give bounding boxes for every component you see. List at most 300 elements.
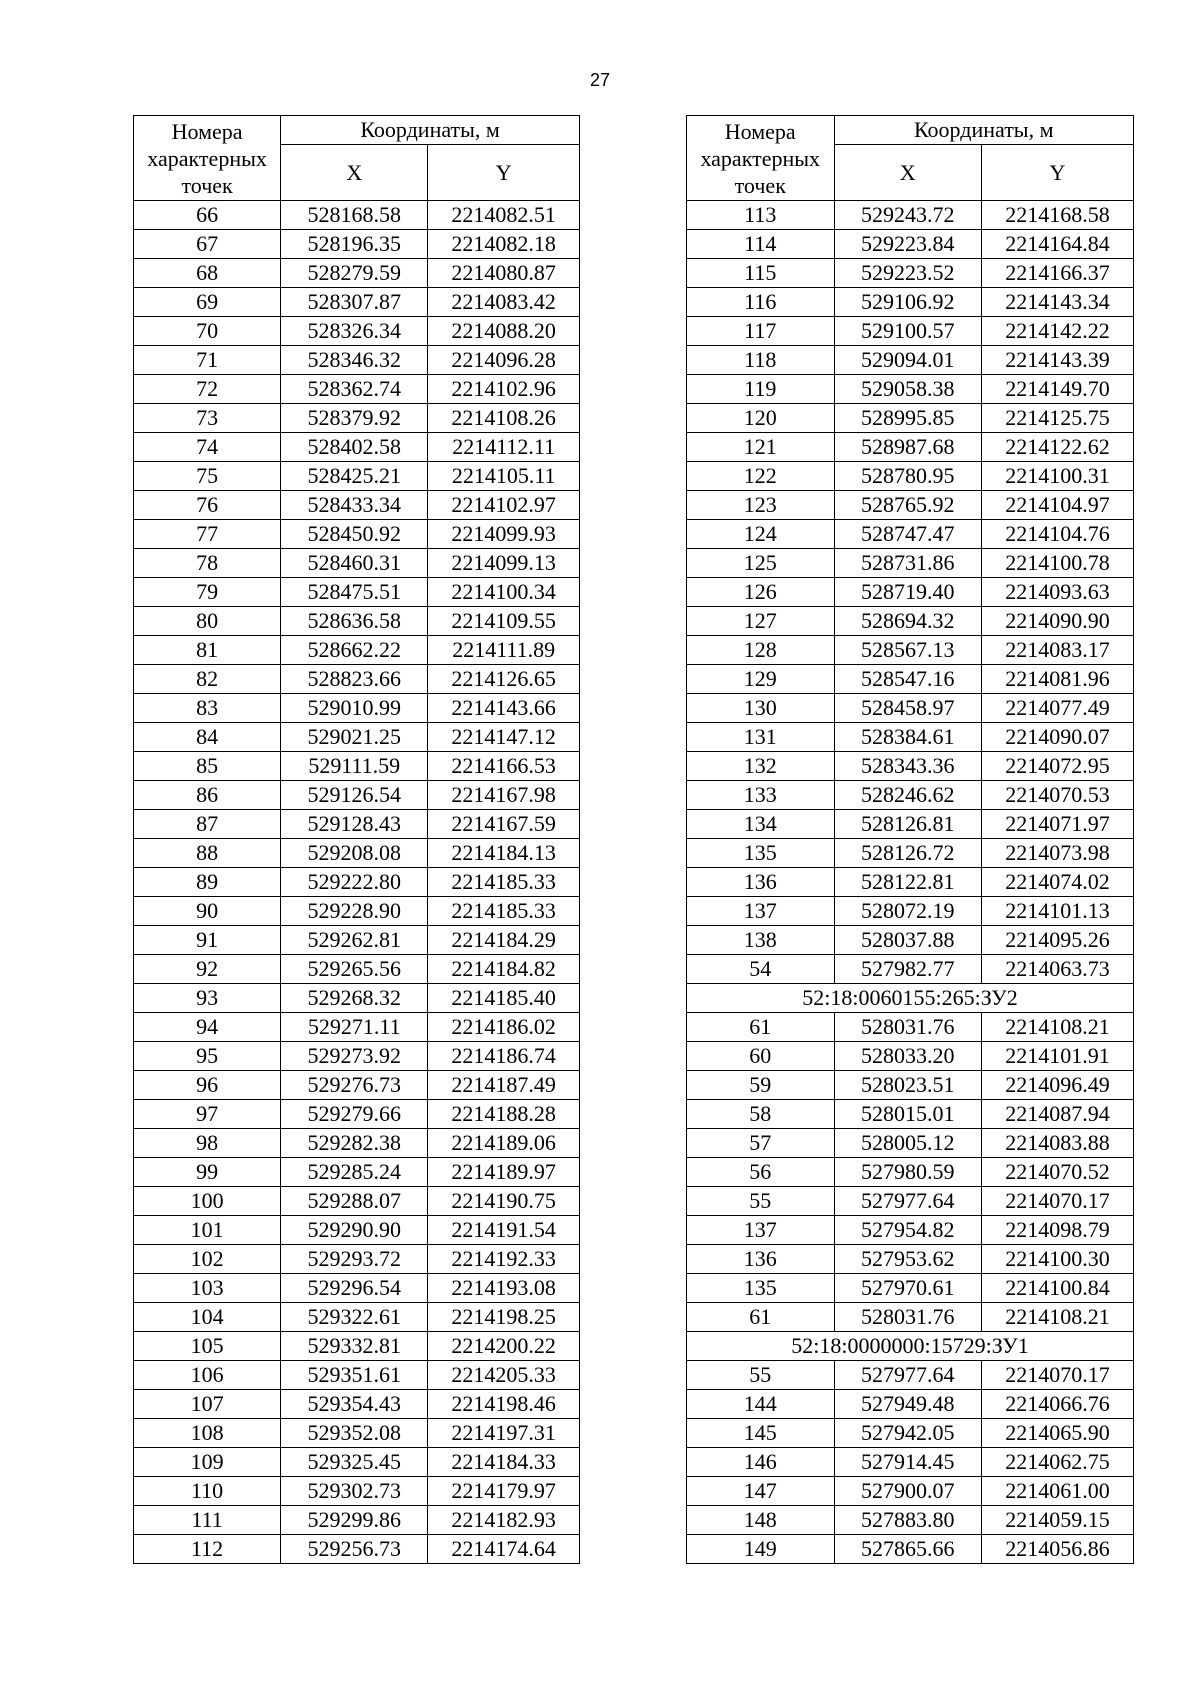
point-number-cell: 127 (687, 607, 835, 636)
y-coordinate-cell: 2214096.28 (428, 346, 580, 375)
table-row (134, 1071, 580, 1100)
table-row (687, 607, 1134, 636)
x-coordinate-cell: 529128.43 (281, 810, 428, 839)
table-row (687, 1535, 1134, 1564)
point-number-cell: 72 (134, 375, 281, 404)
table-row (687, 1100, 1134, 1129)
y-coordinate-cell: 2214185.40 (428, 984, 580, 1013)
point-number-cell: 119 (687, 375, 835, 404)
point-number-cell: 75 (134, 462, 281, 491)
y-coordinate-cell: 2214070.52 (982, 1158, 1134, 1187)
x-coordinate-cell: 528450.92 (281, 520, 428, 549)
point-number-cell: 120 (687, 404, 835, 433)
table-row (134, 404, 580, 433)
x-coordinate-cell: 529100.57 (834, 317, 982, 346)
table-row (134, 1419, 580, 1448)
x-coordinate-cell: 527977.64 (834, 1187, 982, 1216)
table-row (687, 404, 1134, 433)
y-coordinate-cell: 2214072.95 (982, 752, 1134, 781)
table-row (134, 1100, 580, 1129)
table-row (134, 1042, 580, 1071)
table-row (134, 607, 580, 636)
table-row (687, 955, 1134, 984)
point-number-cell: 58 (687, 1100, 835, 1129)
x-coordinate-cell: 529021.25 (281, 723, 428, 752)
point-number-cell: 149 (687, 1535, 835, 1564)
x-coordinate-cell: 529228.90 (281, 897, 428, 926)
table-row (134, 926, 580, 955)
x-coordinate-cell: 528402.58 (281, 433, 428, 462)
table-row (134, 1361, 580, 1390)
x-coordinate-cell: 529223.84 (834, 230, 982, 259)
coordinates-table-left (133, 115, 580, 1564)
point-number-cell: 145 (687, 1419, 835, 1448)
table-row (134, 1535, 580, 1564)
table-row (687, 1361, 1134, 1390)
y-coordinate-cell: 2214125.75 (982, 404, 1134, 433)
x-coordinate-cell: 528987.68 (834, 433, 982, 462)
y-coordinate-cell: 2214073.98 (982, 839, 1134, 868)
point-number-cell: 124 (687, 520, 835, 549)
point-number-cell: 99 (134, 1158, 281, 1187)
point-number-cell: 118 (687, 346, 835, 375)
x-coordinate-cell: 529299.86 (281, 1506, 428, 1535)
y-coordinate-cell: 2214168.58 (982, 201, 1134, 230)
point-number-cell: 55 (687, 1187, 835, 1216)
x-coordinate-cell: 528433.34 (281, 491, 428, 520)
y-coordinate-cell: 2214093.63 (982, 578, 1134, 607)
x-coordinate-cell: 528126.72 (834, 839, 982, 868)
x-coordinate-cell: 527942.05 (834, 1419, 982, 1448)
x-coordinate-cell: 528747.47 (834, 520, 982, 549)
x-coordinate-cell: 529222.80 (281, 868, 428, 897)
table-row (134, 288, 580, 317)
x-coordinate-cell: 529208.08 (281, 839, 428, 868)
point-number-cell: 56 (687, 1158, 835, 1187)
coordinates-header: Координаты, м (834, 116, 1134, 145)
table-row (134, 1506, 580, 1535)
x-coordinate-cell: 528694.32 (834, 607, 982, 636)
y-coordinate-cell: 2214191.54 (428, 1216, 580, 1245)
point-number-cell: 92 (134, 955, 281, 984)
point-number-cell: 112 (134, 1535, 281, 1564)
x-coordinate-cell: 529276.73 (281, 1071, 428, 1100)
table-row (134, 317, 580, 346)
table-row (687, 230, 1134, 259)
x-coordinate-cell: 528031.76 (834, 1303, 982, 1332)
y-coordinate-cell: 2214193.08 (428, 1274, 580, 1303)
table-row (134, 1274, 580, 1303)
x-coordinate-cell: 527954.82 (834, 1216, 982, 1245)
table-row (134, 462, 580, 491)
point-number-cell: 135 (687, 839, 835, 868)
y-coordinate-cell: 2214100.34 (428, 578, 580, 607)
x-coordinate-cell: 529296.54 (281, 1274, 428, 1303)
x-coordinate-cell: 528023.51 (834, 1071, 982, 1100)
point-number-cell: 117 (687, 317, 835, 346)
x-coordinate-cell: 528279.59 (281, 259, 428, 288)
table-row (134, 868, 580, 897)
y-coordinate-cell: 2214090.90 (982, 607, 1134, 636)
x-coordinate-cell: 528126.81 (834, 810, 982, 839)
y-coordinate-cell: 2214143.39 (982, 346, 1134, 375)
point-number-cell: 101 (134, 1216, 281, 1245)
table-row (687, 781, 1134, 810)
x-coordinate-cell: 528168.58 (281, 201, 428, 230)
point-number-cell: 57 (687, 1129, 835, 1158)
table-row (687, 578, 1134, 607)
point-number-cell: 109 (134, 1448, 281, 1477)
x-header: X (834, 145, 982, 201)
y-coordinate-cell: 2214192.33 (428, 1245, 580, 1274)
y-coordinate-cell: 2214083.17 (982, 636, 1134, 665)
table-row (134, 636, 580, 665)
y-coordinate-cell: 2214190.75 (428, 1187, 580, 1216)
y-coordinate-cell: 2214185.33 (428, 897, 580, 926)
table-row (687, 1071, 1134, 1100)
y-coordinate-cell: 2214062.75 (982, 1448, 1134, 1477)
x-coordinate-cell: 529271.11 (281, 1013, 428, 1042)
x-coordinate-cell: 528362.74 (281, 375, 428, 404)
x-coordinate-cell: 529322.61 (281, 1303, 428, 1332)
x-coordinate-cell: 528475.51 (281, 578, 428, 607)
x-coordinate-cell: 529288.07 (281, 1187, 428, 1216)
y-coordinate-cell: 2214100.84 (982, 1274, 1134, 1303)
point-number-cell: 61 (687, 1013, 835, 1042)
point-number-cell: 88 (134, 839, 281, 868)
y-coordinate-cell: 2214098.79 (982, 1216, 1134, 1245)
x-coordinate-cell: 529351.61 (281, 1361, 428, 1390)
x-coordinate-cell: 529332.81 (281, 1332, 428, 1361)
table-row (134, 897, 580, 926)
y-coordinate-cell: 2214185.33 (428, 868, 580, 897)
point-number-cell: 71 (134, 346, 281, 375)
x-coordinate-cell: 528765.92 (834, 491, 982, 520)
table-row (687, 1390, 1134, 1419)
point-number-cell: 89 (134, 868, 281, 897)
table-row (687, 926, 1134, 955)
y-coordinate-cell: 2214122.62 (982, 433, 1134, 462)
x-coordinate-cell: 527982.77 (834, 955, 982, 984)
table-row (134, 1448, 580, 1477)
y-coordinate-cell: 2214083.42 (428, 288, 580, 317)
y-coordinate-cell: 2214149.70 (982, 375, 1134, 404)
table-row (134, 201, 580, 230)
point-number-cell: 100 (134, 1187, 281, 1216)
point-number-cell: 87 (134, 810, 281, 839)
table-row (134, 1332, 580, 1361)
point-number-cell: 91 (134, 926, 281, 955)
table-row (134, 1245, 580, 1274)
cadastral-section-label: 52:18:0000000:15729:ЗУ1 (687, 1332, 1134, 1361)
point-number-cell: 85 (134, 752, 281, 781)
y-coordinate-cell: 2214088.20 (428, 317, 580, 346)
y-coordinate-cell: 2214108.26 (428, 404, 580, 433)
table-row (687, 1477, 1134, 1506)
table-row (687, 810, 1134, 839)
table-row (687, 1274, 1134, 1303)
point-number-cell: 102 (134, 1245, 281, 1274)
y-coordinate-cell: 2214166.53 (428, 752, 580, 781)
table-row (687, 346, 1134, 375)
coordinates-header: Координаты, м (281, 116, 580, 145)
y-coordinate-cell: 2214189.06 (428, 1129, 580, 1158)
x-coordinate-cell: 528636.58 (281, 607, 428, 636)
y-coordinate-cell: 2214071.97 (982, 810, 1134, 839)
points-header: Номера характерных точек (134, 116, 281, 201)
table-row (687, 317, 1134, 346)
x-coordinate-cell: 528031.76 (834, 1013, 982, 1042)
x-coordinate-cell: 529285.24 (281, 1158, 428, 1187)
y-coordinate-cell: 2214080.87 (428, 259, 580, 288)
y-coordinate-cell: 2214189.97 (428, 1158, 580, 1187)
x-coordinate-cell: 529058.38 (834, 375, 982, 404)
table-row (687, 520, 1134, 549)
y-coordinate-cell: 2214101.91 (982, 1042, 1134, 1071)
y-coordinate-cell: 2214143.66 (428, 694, 580, 723)
y-coordinate-cell: 2214200.22 (428, 1332, 580, 1361)
x-coordinate-cell: 528072.19 (834, 897, 982, 926)
x-coordinate-cell: 529268.32 (281, 984, 428, 1013)
table-row (134, 1303, 580, 1332)
table-row (134, 1187, 580, 1216)
x-coordinate-cell: 527970.61 (834, 1274, 982, 1303)
y-coordinate-cell: 2214184.29 (428, 926, 580, 955)
y-coordinate-cell: 2214187.49 (428, 1071, 580, 1100)
x-coordinate-cell: 529243.72 (834, 201, 982, 230)
y-coordinate-cell: 2214188.28 (428, 1100, 580, 1129)
x-coordinate-cell: 529256.73 (281, 1535, 428, 1564)
x-coordinate-cell: 528005.12 (834, 1129, 982, 1158)
y-coordinate-cell: 2214099.93 (428, 520, 580, 549)
y-coordinate-cell: 2214186.74 (428, 1042, 580, 1071)
x-coordinate-cell: 528122.81 (834, 868, 982, 897)
y-coordinate-cell: 2214082.18 (428, 230, 580, 259)
table-row (687, 375, 1134, 404)
table-row (687, 1129, 1134, 1158)
x-coordinate-cell: 528425.21 (281, 462, 428, 491)
x-coordinate-cell: 528458.97 (834, 694, 982, 723)
point-number-cell: 60 (687, 1042, 835, 1071)
y-coordinate-cell: 2214081.96 (982, 665, 1134, 694)
y-coordinate-cell: 2214087.94 (982, 1100, 1134, 1129)
y-coordinate-cell: 2214104.76 (982, 520, 1134, 549)
point-number-cell: 93 (134, 984, 281, 1013)
point-number-cell: 74 (134, 433, 281, 462)
point-number-cell: 137 (687, 1216, 835, 1245)
x-coordinate-cell: 529325.45 (281, 1448, 428, 1477)
table-row (134, 259, 580, 288)
point-number-cell: 115 (687, 259, 835, 288)
table-row (687, 665, 1134, 694)
table-row (687, 1187, 1134, 1216)
x-coordinate-cell: 528033.20 (834, 1042, 982, 1071)
table-row (134, 955, 580, 984)
points-header: Номера характерных точек (687, 116, 835, 201)
point-number-cell: 113 (687, 201, 835, 230)
point-number-cell: 129 (687, 665, 835, 694)
point-number-cell: 130 (687, 694, 835, 723)
table-row (687, 1042, 1134, 1071)
point-number-cell: 94 (134, 1013, 281, 1042)
point-number-cell: 134 (687, 810, 835, 839)
table-row (134, 1013, 580, 1042)
point-number-cell: 79 (134, 578, 281, 607)
point-number-cell: 81 (134, 636, 281, 665)
x-coordinate-cell: 528823.66 (281, 665, 428, 694)
point-number-cell: 77 (134, 520, 281, 549)
y-header: Y (428, 145, 580, 201)
x-coordinate-cell: 529279.66 (281, 1100, 428, 1129)
point-number-cell: 123 (687, 491, 835, 520)
y-coordinate-cell: 2214205.33 (428, 1361, 580, 1390)
x-coordinate-cell: 529293.72 (281, 1245, 428, 1274)
table-row (134, 810, 580, 839)
point-number-cell: 138 (687, 926, 835, 955)
point-number-cell: 126 (687, 578, 835, 607)
table-row (134, 665, 580, 694)
y-coordinate-cell: 2214099.13 (428, 549, 580, 578)
point-number-cell: 121 (687, 433, 835, 462)
table-row (687, 259, 1134, 288)
y-coordinate-cell: 2214126.65 (428, 665, 580, 694)
table-row (134, 549, 580, 578)
x-coordinate-cell: 529282.38 (281, 1129, 428, 1158)
section-row (687, 984, 1134, 1013)
y-coordinate-cell: 2214070.53 (982, 781, 1134, 810)
x-coordinate-cell: 527980.59 (834, 1158, 982, 1187)
table-row (687, 462, 1134, 491)
x-coordinate-cell: 529094.01 (834, 346, 982, 375)
y-coordinate-cell: 2214142.22 (982, 317, 1134, 346)
point-number-cell: 59 (687, 1071, 835, 1100)
y-coordinate-cell: 2214143.34 (982, 288, 1134, 317)
table-row (134, 839, 580, 868)
table-row (687, 433, 1134, 462)
point-number-cell: 144 (687, 1390, 835, 1419)
table-row (687, 694, 1134, 723)
y-coordinate-cell: 2214063.73 (982, 955, 1134, 984)
y-coordinate-cell: 2214184.33 (428, 1448, 580, 1477)
point-number-cell: 96 (134, 1071, 281, 1100)
x-coordinate-cell: 528307.87 (281, 288, 428, 317)
point-number-cell: 133 (687, 781, 835, 810)
x-coordinate-cell: 528379.92 (281, 404, 428, 433)
x-coordinate-cell: 529262.81 (281, 926, 428, 955)
y-coordinate-cell: 2214167.98 (428, 781, 580, 810)
point-number-cell: 132 (687, 752, 835, 781)
y-coordinate-cell: 2214147.12 (428, 723, 580, 752)
y-coordinate-cell: 2214182.93 (428, 1506, 580, 1535)
point-number-cell: 55 (687, 1361, 835, 1390)
y-coordinate-cell: 2214111.89 (428, 636, 580, 665)
table-row (134, 694, 580, 723)
y-coordinate-cell: 2214108.21 (982, 1303, 1134, 1332)
x-coordinate-cell: 528384.61 (834, 723, 982, 752)
point-number-cell: 54 (687, 955, 835, 984)
point-number-cell: 83 (134, 694, 281, 723)
point-number-cell: 135 (687, 1274, 835, 1303)
y-coordinate-cell: 2214082.51 (428, 201, 580, 230)
point-number-cell: 66 (134, 201, 281, 230)
x-coordinate-cell: 528731.86 (834, 549, 982, 578)
table-row (687, 491, 1134, 520)
x-coordinate-cell: 528346.32 (281, 346, 428, 375)
cadastral-section-label: 52:18:0060155:265:ЗУ2 (687, 984, 1134, 1013)
x-coordinate-cell: 529290.90 (281, 1216, 428, 1245)
page-number: 27 (589, 70, 611, 90)
y-coordinate-cell: 2214198.25 (428, 1303, 580, 1332)
table-row (687, 1506, 1134, 1535)
y-coordinate-cell: 2214059.15 (982, 1506, 1134, 1535)
x-coordinate-cell: 527914.45 (834, 1448, 982, 1477)
point-number-cell: 84 (134, 723, 281, 752)
x-coordinate-cell: 527953.62 (834, 1245, 982, 1274)
point-number-cell: 125 (687, 549, 835, 578)
table-row (687, 1216, 1134, 1245)
y-coordinate-cell: 2214100.78 (982, 549, 1134, 578)
point-number-cell: 97 (134, 1100, 281, 1129)
y-coordinate-cell: 2214066.76 (982, 1390, 1134, 1419)
x-coordinate-cell: 528037.88 (834, 926, 982, 955)
table-row (134, 491, 580, 520)
table-row (134, 752, 580, 781)
x-coordinate-cell: 529273.92 (281, 1042, 428, 1071)
y-coordinate-cell: 2214100.31 (982, 462, 1134, 491)
point-number-cell: 147 (687, 1477, 835, 1506)
x-coordinate-cell: 528015.01 (834, 1100, 982, 1129)
point-number-cell: 128 (687, 636, 835, 665)
x-coordinate-cell: 528567.13 (834, 636, 982, 665)
point-number-cell: 86 (134, 781, 281, 810)
y-coordinate-cell: 2214100.30 (982, 1245, 1134, 1274)
point-number-cell: 90 (134, 897, 281, 926)
table-row (687, 1158, 1134, 1187)
point-number-cell: 108 (134, 1419, 281, 1448)
point-number-cell: 98 (134, 1129, 281, 1158)
x-coordinate-cell: 527949.48 (834, 1390, 982, 1419)
x-coordinate-cell: 529106.92 (834, 288, 982, 317)
point-number-cell: 131 (687, 723, 835, 752)
x-coordinate-cell: 527883.80 (834, 1506, 982, 1535)
point-number-cell: 107 (134, 1390, 281, 1419)
point-number-cell: 136 (687, 868, 835, 897)
point-number-cell: 111 (134, 1506, 281, 1535)
point-number-cell: 68 (134, 259, 281, 288)
table-row (687, 897, 1134, 926)
point-number-cell: 78 (134, 549, 281, 578)
x-coordinate-cell: 529126.54 (281, 781, 428, 810)
x-coordinate-cell: 528995.85 (834, 404, 982, 433)
section-row (687, 1332, 1134, 1361)
table-row (687, 1448, 1134, 1477)
table-row (687, 723, 1134, 752)
point-number-cell: 146 (687, 1448, 835, 1477)
x-coordinate-cell: 529302.73 (281, 1477, 428, 1506)
x-coordinate-cell: 527900.07 (834, 1477, 982, 1506)
point-number-cell: 104 (134, 1303, 281, 1332)
point-number-cell: 70 (134, 317, 281, 346)
x-coordinate-cell: 528196.35 (281, 230, 428, 259)
x-coordinate-cell: 528719.40 (834, 578, 982, 607)
y-coordinate-cell: 2214166.37 (982, 259, 1134, 288)
y-coordinate-cell: 2214104.97 (982, 491, 1134, 520)
y-coordinate-cell: 2214096.49 (982, 1071, 1134, 1100)
table-row (134, 346, 580, 375)
point-number-cell: 73 (134, 404, 281, 433)
x-coordinate-cell: 527977.64 (834, 1361, 982, 1390)
table-row (687, 868, 1134, 897)
